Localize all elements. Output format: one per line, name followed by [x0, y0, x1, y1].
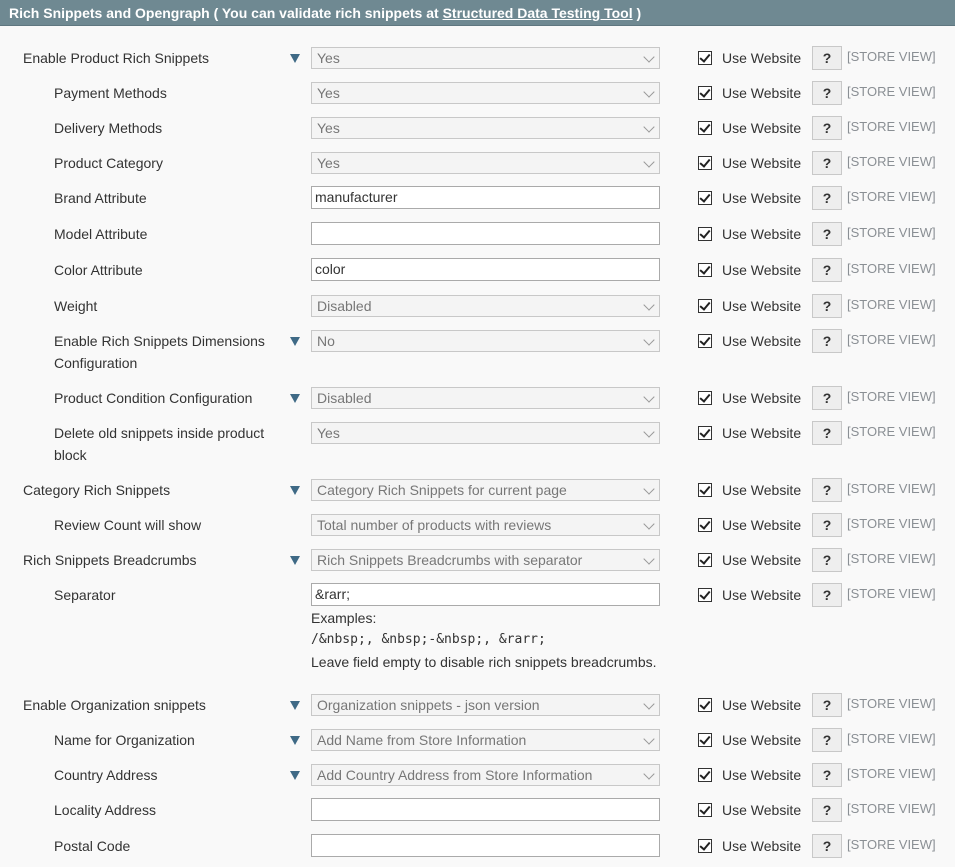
label-review-count: Review Count will show: [54, 517, 202, 533]
review-count-select[interactable]: [311, 514, 660, 536]
separator-note-title: Examples:: [311, 610, 377, 626]
label-rich-snippets-breadcrumbs: Rich Snippets Breadcrumbs: [23, 552, 197, 568]
use-website-checkbox[interactable]: [698, 391, 712, 405]
delete-old-snippets-select[interactable]: [311, 422, 660, 444]
help-button[interactable]: ?: [812, 834, 842, 858]
scope-label: [STORE VIEW]: [847, 49, 936, 64]
use-website-label: Use Website: [722, 120, 802, 136]
label-line-2: block: [54, 447, 87, 463]
use-website-checkbox[interactable]: [698, 121, 712, 135]
label-country-address: Country Address: [54, 767, 158, 783]
select-value: Total number of products with reviews: [317, 517, 552, 533]
expand-triangle-icon: [290, 701, 300, 710]
use-website-label: Use Website: [722, 802, 802, 818]
product-condition-select[interactable]: [311, 387, 660, 409]
separator-note-examples: /&nbsp;, &nbsp;-&nbsp;, &rarr;: [311, 632, 546, 647]
use-website-checkbox[interactable]: [698, 803, 712, 817]
organization-snippets-select[interactable]: [311, 694, 660, 716]
label-name-for-organization: Name for Organization: [54, 732, 195, 748]
label-enable-product-rich-snippets: Enable Product Rich Snippets: [23, 50, 209, 66]
chevron-down-icon: [643, 121, 654, 132]
use-website-checkbox[interactable]: [698, 191, 712, 205]
label-enable-rich-snippets-dimensions: [54, 330, 265, 374]
brand-attribute-input[interactable]: manufacturer: [311, 186, 660, 209]
help-button[interactable]: ?: [812, 386, 842, 410]
help-button[interactable]: ?: [812, 151, 842, 175]
chevron-down-icon: [643, 698, 654, 709]
scope-label: [STORE VIEW]: [847, 225, 936, 240]
scope-label: [STORE VIEW]: [847, 154, 936, 169]
label-payment-methods: Payment Methods: [54, 85, 167, 101]
weight-select[interactable]: [311, 295, 660, 317]
chevron-down-icon: [643, 86, 654, 97]
scope-label: [STORE VIEW]: [847, 119, 936, 134]
label-model-attribute: Model Attribute: [54, 226, 148, 242]
scope-label: [STORE VIEW]: [847, 551, 936, 566]
use-website-checkbox[interactable]: [698, 733, 712, 747]
scope-label: [STORE VIEW]: [847, 837, 936, 852]
expand-triangle-icon: [290, 486, 300, 495]
label-product-category: Product Category: [54, 155, 163, 171]
help-button[interactable]: ?: [812, 329, 842, 353]
use-website-label: Use Website: [722, 425, 802, 441]
use-website-checkbox[interactable]: [698, 518, 712, 532]
scope-label: [STORE VIEW]: [847, 261, 936, 276]
chevron-down-icon: [643, 768, 654, 779]
use-website-label: Use Website: [722, 482, 802, 498]
structured-data-testing-tool-link[interactable]: Structured Data Testing Tool: [442, 5, 633, 21]
label-delete-old-snippets: [54, 422, 264, 466]
scope-label: [STORE VIEW]: [847, 84, 936, 99]
select-value: Category Rich Snippets for current page: [317, 482, 567, 498]
use-website-label: Use Website: [722, 262, 802, 278]
use-website-label: Use Website: [722, 226, 802, 242]
scope-label: [STORE VIEW]: [847, 731, 936, 746]
locality-address-input[interactable]: [311, 798, 660, 821]
help-button[interactable]: ?: [812, 693, 842, 717]
use-website-label: Use Website: [722, 85, 802, 101]
label-product-condition: Product Condition Configuration: [54, 390, 253, 406]
scope-label: [STORE VIEW]: [847, 516, 936, 531]
help-button[interactable]: ?: [812, 222, 842, 246]
expand-triangle-icon: [290, 54, 300, 63]
help-button[interactable]: ?: [812, 116, 842, 140]
select-value: No: [317, 333, 335, 349]
category-rich-snippets-select[interactable]: [311, 479, 660, 501]
scope-label: [STORE VIEW]: [847, 389, 936, 404]
use-website-checkbox[interactable]: [698, 263, 712, 277]
label-category-rich-snippets: Category Rich Snippets: [23, 482, 171, 498]
color-attribute-input[interactable]: color: [311, 258, 660, 281]
use-website-checkbox[interactable]: [698, 426, 712, 440]
label-color-attribute: Color Attribute: [54, 262, 143, 278]
use-website-checkbox[interactable]: [698, 156, 712, 170]
separator-input[interactable]: &rarr;: [311, 583, 660, 606]
separator-note-hint: Leave field empty to disable rich snippets breadcrumbs.: [311, 654, 657, 670]
use-website-checkbox[interactable]: [698, 483, 712, 497]
delivery-methods-select[interactable]: [311, 117, 660, 139]
help-button[interactable]: ?: [812, 548, 842, 572]
chevron-down-icon: [643, 553, 654, 564]
select-value: Organization snippets - json version: [317, 697, 540, 713]
help-button[interactable]: ?: [812, 583, 842, 607]
expand-triangle-icon: [290, 394, 300, 403]
chevron-down-icon: [643, 426, 654, 437]
use-website-checkbox[interactable]: [698, 227, 712, 241]
label-line-2: Configuration: [54, 355, 138, 371]
help-button[interactable]: ?: [812, 798, 842, 822]
select-value: Yes: [317, 425, 340, 441]
use-website-label: Use Website: [722, 552, 802, 568]
use-website-label: Use Website: [722, 50, 802, 66]
use-website-label: Use Website: [722, 697, 802, 713]
help-button[interactable]: ?: [812, 186, 842, 210]
scope-label: [STORE VIEW]: [847, 424, 936, 439]
use-website-label: Use Website: [722, 767, 802, 783]
scope-label: [STORE VIEW]: [847, 766, 936, 781]
name-for-organization-select[interactable]: [311, 729, 660, 751]
expand-triangle-icon: [290, 337, 300, 346]
scope-label: [STORE VIEW]: [847, 801, 936, 816]
product-category-select[interactable]: [311, 152, 660, 174]
use-website-checkbox[interactable]: [698, 588, 712, 602]
label-brand-attribute: Brand Attribute: [54, 190, 147, 206]
use-website-label: Use Website: [722, 838, 802, 854]
label-weight: Weight: [54, 298, 98, 314]
scope-label: [STORE VIEW]: [847, 586, 936, 601]
use-website-checkbox[interactable]: [698, 768, 712, 782]
help-button[interactable]: ?: [812, 421, 842, 445]
select-value: Add Country Address from Store Information: [317, 767, 593, 783]
select-value: Yes: [317, 50, 340, 66]
use-website-checkbox[interactable]: [698, 553, 712, 567]
chevron-down-icon: [643, 518, 654, 529]
help-button[interactable]: ?: [812, 763, 842, 787]
use-website-label: Use Website: [722, 587, 802, 603]
select-value: Disabled: [317, 298, 372, 314]
chevron-down-icon: [643, 483, 654, 494]
expand-triangle-icon: [290, 736, 300, 745]
use-website-checkbox[interactable]: [698, 51, 712, 65]
chevron-down-icon: [643, 51, 654, 62]
scope-label: [STORE VIEW]: [847, 696, 936, 711]
label-line-1: Enable Rich Snippets Dimensions: [54, 333, 265, 349]
scope-label: [STORE VIEW]: [847, 481, 936, 496]
label-postal-code: Postal Code: [54, 838, 131, 854]
use-website-checkbox[interactable]: [698, 86, 712, 100]
enable-product-rich-snippets-select[interactable]: [311, 47, 660, 69]
help-button[interactable]: ?: [812, 258, 842, 282]
scope-label: [STORE VIEW]: [847, 189, 936, 204]
expand-triangle-icon: [290, 556, 300, 565]
scope-label: [STORE VIEW]: [847, 332, 936, 347]
use-website-label: Use Website: [722, 517, 802, 533]
use-website-checkbox[interactable]: [698, 698, 712, 712]
header-title: Rich Snippets and Opengraph ( You can validate rich snippets at: [9, 5, 443, 21]
chevron-down-icon: [643, 334, 654, 345]
chevron-down-icon: [643, 391, 654, 402]
payment-methods-select[interactable]: [311, 82, 660, 104]
help-button[interactable]: ?: [812, 294, 842, 318]
label-delivery-methods: Delivery Methods: [54, 120, 163, 136]
label-line-1: Delete old snippets inside product: [54, 425, 265, 441]
help-button[interactable]: ?: [812, 81, 842, 105]
help-button[interactable]: ?: [812, 728, 842, 752]
use-website-label: Use Website: [722, 155, 802, 171]
model-attribute-input[interactable]: [311, 222, 660, 245]
chevron-down-icon: [643, 733, 654, 744]
use-website-label: Use Website: [722, 390, 802, 406]
chevron-down-icon: [643, 156, 654, 167]
expand-triangle-icon: [290, 771, 300, 780]
label-separator: Separator: [54, 587, 116, 603]
use-website-checkbox[interactable]: [698, 334, 712, 348]
select-value: Yes: [317, 155, 340, 171]
postal-code-input[interactable]: [311, 834, 660, 857]
chevron-down-icon: [643, 299, 654, 310]
use-website-label: Use Website: [722, 298, 802, 314]
select-value: Yes: [317, 120, 340, 136]
rich-snippets-breadcrumbs-select[interactable]: [311, 549, 660, 571]
section-header: [0, 0, 955, 26]
country-address-select[interactable]: [311, 764, 660, 786]
help-button[interactable]: ?: [812, 46, 842, 70]
select-value: Disabled: [317, 390, 372, 406]
use-website-label: Use Website: [722, 732, 802, 748]
label-enable-organization-snippets: Enable Organization snippets: [23, 697, 206, 713]
select-value: Rich Snippets Breadcrumbs with separator: [317, 552, 583, 568]
scope-label: [STORE VIEW]: [847, 297, 936, 312]
select-value: Add Name from Store Information: [317, 732, 527, 748]
help-button[interactable]: ?: [812, 513, 842, 537]
use-website-label: Use Website: [722, 333, 802, 349]
dimensions-configuration-select[interactable]: [311, 330, 660, 352]
select-value: Yes: [317, 85, 340, 101]
use-website-checkbox[interactable]: [698, 839, 712, 853]
label-locality-address: Locality Address: [54, 802, 156, 818]
help-button[interactable]: ?: [812, 478, 842, 502]
use-website-label: Use Website: [722, 190, 802, 206]
use-website-checkbox[interactable]: [698, 299, 712, 313]
header-title-end: ): [632, 5, 642, 21]
